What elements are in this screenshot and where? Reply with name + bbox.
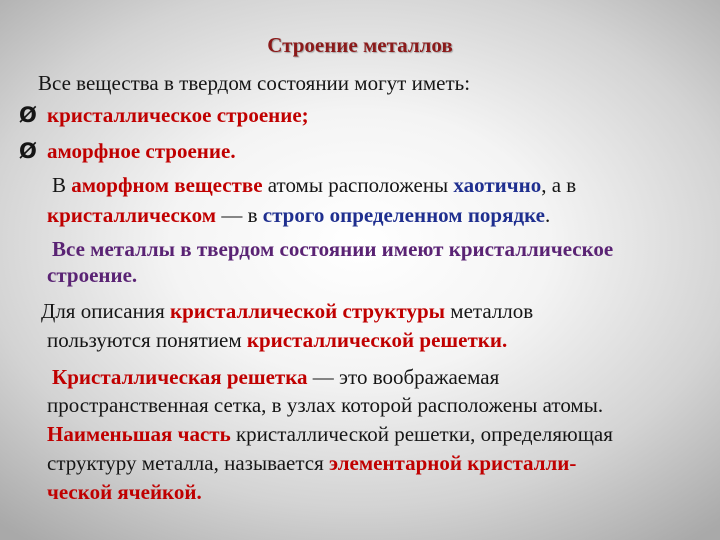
text-run: металлов	[445, 299, 534, 323]
text-run: атомы расположены	[262, 173, 454, 197]
text-run: Наименьшая часть	[47, 422, 231, 446]
intro-text: Все вещества в твердом состоянии могут иметь:	[38, 71, 471, 95]
paragraph-line: ческой ячейкой.	[47, 480, 202, 504]
text-run: кристаллической решетки.	[246, 328, 508, 352]
paragraph-line	[47, 450, 576, 476]
text-run: хаотично	[453, 173, 542, 197]
paragraph-line	[47, 202, 550, 228]
text-run: кристаллическом	[47, 203, 217, 227]
text-run: пользуются понятием	[47, 328, 247, 352]
bullet-item: аморфное строение.	[47, 139, 236, 163]
paragraph-line	[47, 327, 507, 353]
text-run: Кристаллическая решетка	[52, 365, 308, 389]
text-run: — в	[216, 203, 263, 227]
slide-title: Строение металлов	[267, 33, 453, 57]
text-run: строго определенном порядке	[262, 203, 545, 227]
bullet-arrow-icon: Ø	[19, 103, 37, 127]
text-run: , а в	[541, 173, 577, 197]
text-run: .	[544, 203, 551, 227]
bullet-arrow-icon: Ø	[19, 139, 37, 163]
paragraph-line	[52, 364, 499, 390]
paragraph-line: Все металлы в твердом состоянии имеют кристаллическое	[52, 237, 614, 261]
text-run: В	[52, 173, 72, 197]
paragraph-line	[41, 298, 533, 324]
text-run: аморфном веществе	[71, 173, 263, 197]
text-run: элементарной кристалли-	[329, 451, 577, 475]
text-run: Для описания	[41, 299, 170, 323]
paragraph-line: строение.	[47, 263, 138, 287]
text-run: — это воображаемая	[307, 365, 500, 389]
text-run: кристаллической структуры	[169, 299, 446, 323]
text-run: кристаллической решетки, определяющая	[230, 422, 613, 446]
paragraph-line: пространственная сетка, в узлах которой расположены атомы.	[47, 393, 604, 417]
paragraph-line	[47, 421, 613, 447]
paragraph-line	[52, 172, 576, 198]
text-run: структуру металла, называется	[47, 451, 330, 475]
bullet-item: кристаллическое строение;	[47, 103, 309, 127]
